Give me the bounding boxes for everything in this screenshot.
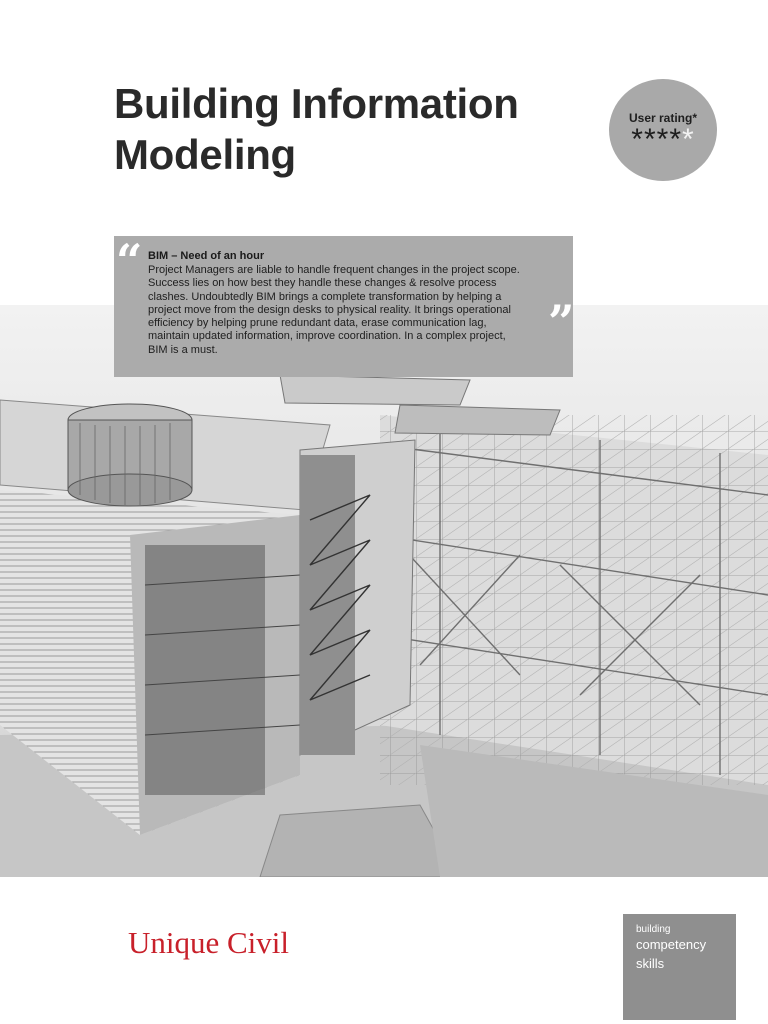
tagline-line-1: building	[636, 924, 671, 935]
rating-stars	[609, 125, 717, 155]
quote-line: BIM is a must.	[148, 343, 218, 356]
quote-line: clashes. Undoubtedly BIM brings a complete transformation by helping a	[148, 290, 502, 303]
building-rendering-image	[0, 305, 768, 877]
filled-stars: ****	[631, 123, 682, 156]
quote-text	[148, 264, 548, 357]
quote-line: efficiency by helping prune redundant data, erase communication lag,	[148, 317, 487, 330]
rating-label: User rating*	[628, 111, 698, 125]
title-line-2: Modeling	[114, 131, 296, 178]
title-line-1: Building Information	[114, 80, 519, 127]
open-quote-mark: “	[116, 234, 143, 288]
tagline-line-3: skills	[636, 956, 665, 971]
tagline-box	[623, 914, 736, 1020]
brand-logo-text: Unique Civil	[128, 925, 290, 960]
tagline-line-2: competency	[636, 937, 707, 952]
quote-heading: BIM – Need of an hour	[148, 250, 265, 262]
close-quote-mark: ”	[548, 295, 575, 349]
user-rating-badge	[609, 79, 717, 181]
empty-star: *	[682, 123, 695, 156]
quote-line: Success lies on how best they handle these changes & resolve process	[148, 277, 497, 290]
quote-line: project move from the design desks to physical reality. It brings operational	[148, 303, 511, 316]
quote-line: Project Managers are liable to handle frequent changes in the project scope.	[148, 264, 520, 276]
document-title	[114, 78, 584, 180]
quote-line: maintain updated information, improve coordination. In a complex project,	[148, 330, 506, 343]
quote-box	[114, 236, 573, 377]
